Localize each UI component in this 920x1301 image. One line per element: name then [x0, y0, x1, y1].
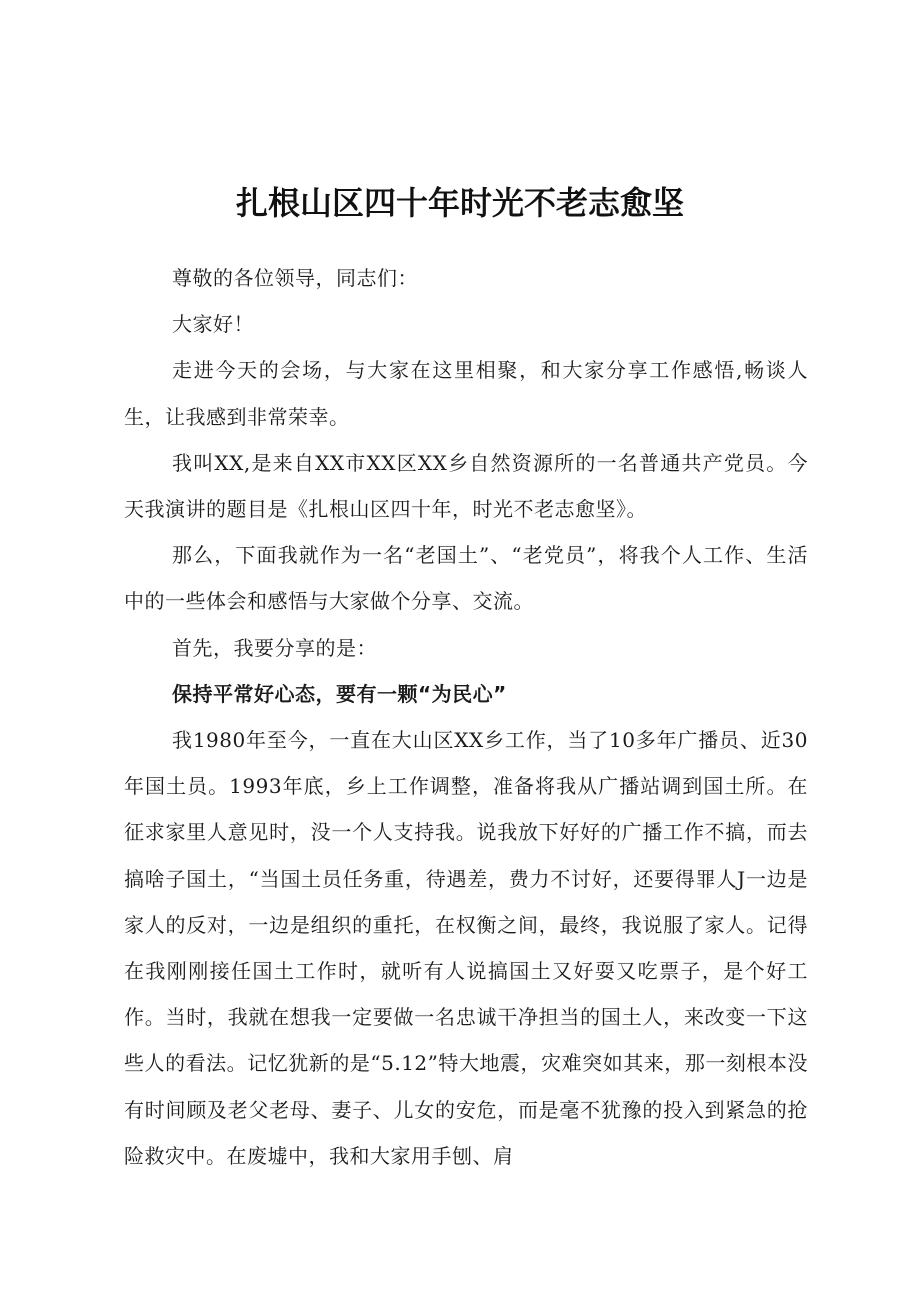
paragraph-salutation: 尊敬的各位领导，同志们： — [172, 266, 418, 290]
paragraph-self-introduction: 我叫XX,是来自XX市XX区XX乡自然资源所的一名普通共产党员。今天我演讲的题目是《扎根山区四十年，时光不老志愈坚》。 — [124, 450, 808, 522]
section-heading: 保持平常好心态，要有一颗“为民心” — [172, 681, 507, 706]
paragraph-first-point: 首先，我要分享的是： — [172, 635, 377, 660]
paragraph-transition: 那么，下面我就作为一名“老国土”、“老党员”，将我个人工作、生活中的一些体会和感悟与大家做个分享、交流。 — [124, 543, 808, 614]
paragraph-greeting: 大家好！ — [172, 312, 254, 337]
paragraph-story: 我1980年至今，一直在大山区XX乡工作，当了10多年广播员、近30年国土员。1993年底，乡上工作调整，准备将我从广播站调到国土所。在征求家里人意见时，没一个人支持我。说我放下好好的广播工作不搞，而去搞啥子国土，“当国土员任务重，待遇差，费力不讨好，还要得罪人J一边是家人的反对，一边是组织的重托，在权衡之间，最终，我说服了家人。记得在我刚刚接任国土工作时，就听有人说搞国土又好耍又吃票子，是个好工作。当时，我就在想我一定要做一名忠诚干净担当的国土人，来改变一下这些人的看法。记忆犹新的是“5.12”特大地震，灾难突如其来，那一刻根本没有时间顾及老父老母、妻子、儿女的安危，而是毫不犹豫的投入到紧急的抢险救灾中。在废墟中，我和大家用手刨、肩 — [124, 728, 808, 1168]
document-title: 扎根山区四十年时光不老志愈坚 — [235, 184, 684, 223]
paragraph-intro: 走进今天的会场，与大家在这里相聚，和大家分享工作感悟,畅谈人生，让我感到非常荣幸。 — [124, 358, 808, 429]
document-body — [124, 255, 808, 1179]
